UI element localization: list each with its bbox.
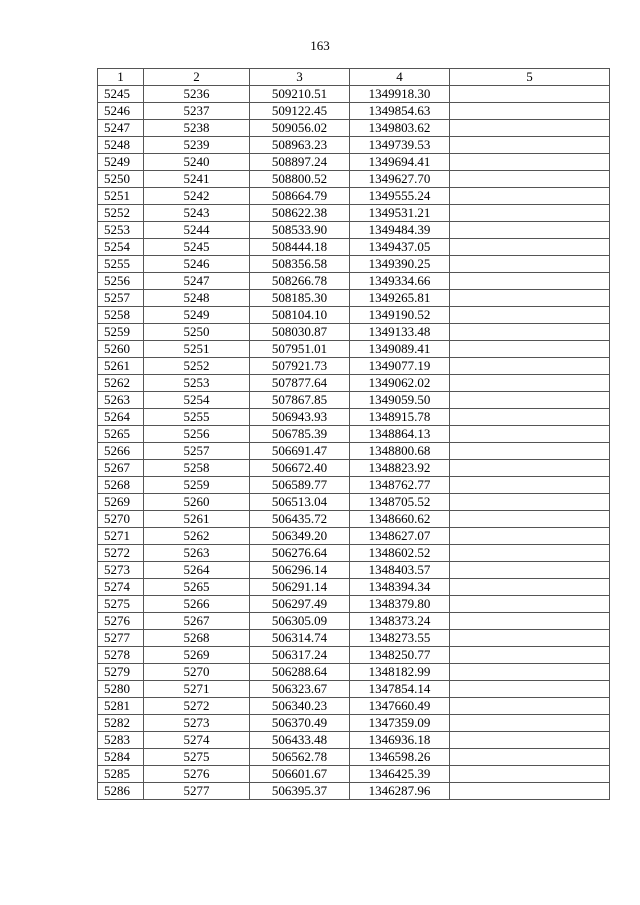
- table-cell-col-5: [450, 732, 610, 749]
- table-cell-col-1: 5259: [98, 324, 144, 341]
- table-cell-col-5: [450, 460, 610, 477]
- table-cell-col-4: 1349190.52: [350, 307, 450, 324]
- table-row: [98, 732, 610, 749]
- table-cell-col-4: 1348762.77: [350, 477, 450, 494]
- table-cell-col-3: 506943.93: [250, 409, 350, 426]
- table-cell-col-4: 1348273.55: [350, 630, 450, 647]
- table-cell-col-3: 508104.10: [250, 307, 350, 324]
- table-cell-col-1: 5260: [98, 341, 144, 358]
- table-cell-col-4: 1349437.05: [350, 239, 450, 256]
- table-row: [98, 749, 610, 766]
- table-cell-col-5: [450, 103, 610, 120]
- table-cell-col-4: 1348182.99: [350, 664, 450, 681]
- table-cell-col-3: 507951.01: [250, 341, 350, 358]
- table-cell-col-3: 506785.39: [250, 426, 350, 443]
- table-row: [98, 358, 610, 375]
- table-cell-col-4: 1349133.48: [350, 324, 450, 341]
- table-cell-col-1: 5258: [98, 307, 144, 324]
- table-cell-col-3: 506433.48: [250, 732, 350, 749]
- table-cell-col-3: 506323.67: [250, 681, 350, 698]
- table-cell-col-5: [450, 341, 610, 358]
- table-cell-col-1: 5265: [98, 426, 144, 443]
- table-cell-col-5: [450, 154, 610, 171]
- table-row: [98, 426, 610, 443]
- table-cell-col-4: 1349390.25: [350, 256, 450, 273]
- table-cell-col-4: 1348800.68: [350, 443, 450, 460]
- table-cell-col-3: 506601.67: [250, 766, 350, 783]
- coordinates-table: [97, 68, 610, 800]
- table-cell-col-4: 1349739.53: [350, 137, 450, 154]
- table-cell-col-4: 1349918.30: [350, 86, 450, 103]
- table-cell-col-1: 5247: [98, 120, 144, 137]
- table-row: [98, 171, 610, 188]
- header-cell-4: 4: [350, 69, 450, 86]
- table-cell-col-3: 506305.09: [250, 613, 350, 630]
- table-cell-col-5: [450, 307, 610, 324]
- table-cell-col-1: 5285: [98, 766, 144, 783]
- table-cell-col-4: 1348915.78: [350, 409, 450, 426]
- table-cell-col-2: 5260: [144, 494, 250, 511]
- table-cell-col-2: 5245: [144, 239, 250, 256]
- table-cell-col-2: 5265: [144, 579, 250, 596]
- table-cell-col-4: 1348864.13: [350, 426, 450, 443]
- table-cell-col-2: 5258: [144, 460, 250, 477]
- table-cell-col-4: 1349077.19: [350, 358, 450, 375]
- table-cell-col-1: 5284: [98, 749, 144, 766]
- table-cell-col-3: 508185.30: [250, 290, 350, 307]
- table-body: [98, 86, 610, 800]
- table-cell-col-3: 506276.64: [250, 545, 350, 562]
- table-cell-col-4: 1349555.24: [350, 188, 450, 205]
- table-cell-col-2: 5273: [144, 715, 250, 732]
- table-cell-col-5: [450, 256, 610, 273]
- table-row: [98, 324, 610, 341]
- table-cell-col-5: [450, 681, 610, 698]
- table-cell-col-4: 1348379.80: [350, 596, 450, 613]
- table-cell-col-3: 508356.58: [250, 256, 350, 273]
- table-cell-col-3: 508622.38: [250, 205, 350, 222]
- table-row: [98, 256, 610, 273]
- table-cell-col-1: 5280: [98, 681, 144, 698]
- table-cell-col-3: 506691.47: [250, 443, 350, 460]
- table-row: [98, 545, 610, 562]
- table-cell-col-4: 1348705.52: [350, 494, 450, 511]
- table-cell-col-5: [450, 375, 610, 392]
- table-row: [98, 307, 610, 324]
- table-cell-col-2: 5270: [144, 664, 250, 681]
- table-cell-col-4: 1348627.07: [350, 528, 450, 545]
- table-cell-col-5: [450, 120, 610, 137]
- table-cell-col-5: [450, 579, 610, 596]
- table-cell-col-4: 1348394.34: [350, 579, 450, 596]
- table-cell-col-5: [450, 749, 610, 766]
- table-cell-col-1: 5279: [98, 664, 144, 681]
- table-row: [98, 154, 610, 171]
- table-cell-col-5: [450, 511, 610, 528]
- table-cell-col-4: 1348403.57: [350, 562, 450, 579]
- table-cell-col-3: 506589.77: [250, 477, 350, 494]
- table-cell-col-2: 5252: [144, 358, 250, 375]
- table-row: [98, 766, 610, 783]
- table-cell-col-1: 5276: [98, 613, 144, 630]
- table-cell-col-1: 5248: [98, 137, 144, 154]
- table-cell-col-3: 506297.49: [250, 596, 350, 613]
- table-cell-col-1: 5253: [98, 222, 144, 239]
- table-cell-col-5: [450, 205, 610, 222]
- table-cell-col-5: [450, 222, 610, 239]
- table-cell-col-3: 508444.18: [250, 239, 350, 256]
- table-cell-col-4: 1346287.96: [350, 783, 450, 800]
- table-cell-col-3: 509056.02: [250, 120, 350, 137]
- table-cell-col-1: 5252: [98, 205, 144, 222]
- table-cell-col-1: 5263: [98, 392, 144, 409]
- table-row: [98, 120, 610, 137]
- table-cell-col-4: 1349531.21: [350, 205, 450, 222]
- table-cell-col-2: 5256: [144, 426, 250, 443]
- table-cell-col-2: 5253: [144, 375, 250, 392]
- table-cell-col-3: 507877.64: [250, 375, 350, 392]
- table-cell-col-1: 5266: [98, 443, 144, 460]
- table-cell-col-1: 5271: [98, 528, 144, 545]
- table-cell-col-3: 506370.49: [250, 715, 350, 732]
- table-cell-col-2: 5239: [144, 137, 250, 154]
- table-cell-col-4: 1347660.49: [350, 698, 450, 715]
- table-cell-col-5: [450, 528, 610, 545]
- table-cell-col-2: 5274: [144, 732, 250, 749]
- table-row: [98, 562, 610, 579]
- table-cell-col-1: 5261: [98, 358, 144, 375]
- table-cell-col-2: 5236: [144, 86, 250, 103]
- table-row: [98, 494, 610, 511]
- header-row: [98, 69, 610, 86]
- table-cell-col-4: 1346425.39: [350, 766, 450, 783]
- table-row: [98, 664, 610, 681]
- table-cell-col-5: [450, 358, 610, 375]
- table-cell-col-5: [450, 596, 610, 613]
- table-cell-col-3: 508533.90: [250, 222, 350, 239]
- table-row: [98, 698, 610, 715]
- table-cell-col-2: 5251: [144, 341, 250, 358]
- table-cell-col-5: [450, 290, 610, 307]
- table-cell-col-2: 5246: [144, 256, 250, 273]
- table-cell-col-4: 1349265.81: [350, 290, 450, 307]
- table-cell-col-2: 5275: [144, 749, 250, 766]
- table-cell-col-4: 1348373.24: [350, 613, 450, 630]
- table-cell-col-2: 5267: [144, 613, 250, 630]
- table-cell-col-5: [450, 715, 610, 732]
- table-cell-col-5: [450, 630, 610, 647]
- table-cell-col-3: 506314.74: [250, 630, 350, 647]
- table-cell-col-3: 508030.87: [250, 324, 350, 341]
- table-cell-col-1: 5257: [98, 290, 144, 307]
- table-cell-col-4: 1349059.50: [350, 392, 450, 409]
- table-cell-col-3: 506291.14: [250, 579, 350, 596]
- table-cell-col-4: 1349062.02: [350, 375, 450, 392]
- table-cell-col-3: 506435.72: [250, 511, 350, 528]
- table-row: [98, 783, 610, 800]
- table-cell-col-1: 5256: [98, 273, 144, 290]
- table-row: [98, 477, 610, 494]
- table-cell-col-4: 1349334.66: [350, 273, 450, 290]
- table-cell-col-1: 5273: [98, 562, 144, 579]
- table-cell-col-5: [450, 86, 610, 103]
- table-cell-col-3: 506513.04: [250, 494, 350, 511]
- table-row: [98, 528, 610, 545]
- table-cell-col-3: 506288.64: [250, 664, 350, 681]
- table-cell-col-5: [450, 494, 610, 511]
- table-cell-col-1: 5250: [98, 171, 144, 188]
- table-cell-col-3: 506562.78: [250, 749, 350, 766]
- table-cell-col-5: [450, 698, 610, 715]
- table-row: [98, 630, 610, 647]
- table-cell-col-2: 5271: [144, 681, 250, 698]
- table-row: [98, 341, 610, 358]
- table-row: [98, 239, 610, 256]
- table-cell-col-2: 5269: [144, 647, 250, 664]
- table-cell-col-1: 5272: [98, 545, 144, 562]
- table-cell-col-1: 5282: [98, 715, 144, 732]
- table-row: [98, 596, 610, 613]
- table-row: [98, 273, 610, 290]
- table-cell-col-5: [450, 171, 610, 188]
- table-row: [98, 103, 610, 120]
- header-cell-5: 5: [450, 69, 610, 86]
- table-cell-col-2: 5240: [144, 154, 250, 171]
- table-cell-col-1: 5254: [98, 239, 144, 256]
- table-cell-col-4: 1349484.39: [350, 222, 450, 239]
- table-row: [98, 511, 610, 528]
- table-cell-col-1: 5267: [98, 460, 144, 477]
- table-cell-col-4: 1347359.09: [350, 715, 450, 732]
- table-cell-col-2: 5268: [144, 630, 250, 647]
- table-cell-col-3: 506317.24: [250, 647, 350, 664]
- table-cell-col-3: 508800.52: [250, 171, 350, 188]
- table-cell-col-2: 5244: [144, 222, 250, 239]
- table-cell-col-2: 5237: [144, 103, 250, 120]
- table-cell-col-1: 5245: [98, 86, 144, 103]
- table-cell-col-4: 1349089.41: [350, 341, 450, 358]
- table-cell-col-1: 5270: [98, 511, 144, 528]
- table-cell-col-3: 508266.78: [250, 273, 350, 290]
- table-cell-col-1: 5281: [98, 698, 144, 715]
- table-cell-col-2: 5276: [144, 766, 250, 783]
- table-cell-col-5: [450, 613, 610, 630]
- table-cell-col-2: 5238: [144, 120, 250, 137]
- table-cell-col-1: 5246: [98, 103, 144, 120]
- table-cell-col-2: 5264: [144, 562, 250, 579]
- table-cell-col-3: 508897.24: [250, 154, 350, 171]
- table-row: [98, 290, 610, 307]
- table-cell-col-3: 506395.37: [250, 783, 350, 800]
- table-cell-col-5: [450, 239, 610, 256]
- header-cell-2: 2: [144, 69, 250, 86]
- table-header: [98, 69, 610, 86]
- table-row: [98, 715, 610, 732]
- table-cell-col-4: 1348250.77: [350, 647, 450, 664]
- table-cell-col-1: 5269: [98, 494, 144, 511]
- table-cell-col-2: 5261: [144, 511, 250, 528]
- table-cell-col-5: [450, 766, 610, 783]
- table-cell-col-1: 5264: [98, 409, 144, 426]
- table-cell-col-4: 1349854.63: [350, 103, 450, 120]
- table-cell-col-2: 5243: [144, 205, 250, 222]
- table-cell-col-5: [450, 783, 610, 800]
- table-cell-col-3: 506296.14: [250, 562, 350, 579]
- table-cell-col-4: 1349803.62: [350, 120, 450, 137]
- table-row: [98, 613, 610, 630]
- table-row: [98, 409, 610, 426]
- table-cell-col-5: [450, 324, 610, 341]
- table-cell-col-3: 508963.23: [250, 137, 350, 154]
- table-cell-col-4: 1349627.70: [350, 171, 450, 188]
- table-cell-col-1: 5249: [98, 154, 144, 171]
- table-cell-col-5: [450, 273, 610, 290]
- table-row: [98, 222, 610, 239]
- table-cell-col-5: [450, 409, 610, 426]
- table-cell-col-2: 5242: [144, 188, 250, 205]
- table-cell-col-2: 5272: [144, 698, 250, 715]
- table-row: [98, 579, 610, 596]
- table-cell-col-1: 5255: [98, 256, 144, 273]
- table-cell-col-2: 5250: [144, 324, 250, 341]
- table-cell-col-2: 5263: [144, 545, 250, 562]
- table-cell-col-5: [450, 443, 610, 460]
- table-cell-col-3: 507921.73: [250, 358, 350, 375]
- table-row: [98, 647, 610, 664]
- table-cell-col-1: 5278: [98, 647, 144, 664]
- table-row: [98, 205, 610, 222]
- table-cell-col-5: [450, 477, 610, 494]
- table-cell-col-1: 5277: [98, 630, 144, 647]
- table-row: [98, 86, 610, 103]
- table-cell-col-5: [450, 137, 610, 154]
- table-cell-col-1: 5283: [98, 732, 144, 749]
- table-cell-col-5: [450, 562, 610, 579]
- table-cell-col-1: 5262: [98, 375, 144, 392]
- table-cell-col-5: [450, 426, 610, 443]
- table-cell-col-3: 509210.51: [250, 86, 350, 103]
- table-cell-col-4: 1348823.92: [350, 460, 450, 477]
- table-cell-col-4: 1346598.26: [350, 749, 450, 766]
- table-row: [98, 443, 610, 460]
- table-cell-col-4: 1349694.41: [350, 154, 450, 171]
- table-cell-col-1: 5275: [98, 596, 144, 613]
- table-cell-col-1: 5251: [98, 188, 144, 205]
- table-cell-col-2: 5248: [144, 290, 250, 307]
- table-cell-col-2: 5262: [144, 528, 250, 545]
- table-row: [98, 188, 610, 205]
- table-cell-col-5: [450, 545, 610, 562]
- table-cell-col-3: 506340.23: [250, 698, 350, 715]
- table-cell-col-3: 507867.85: [250, 392, 350, 409]
- table-row: [98, 681, 610, 698]
- header-cell-3: 3: [250, 69, 350, 86]
- table-cell-col-4: 1348660.62: [350, 511, 450, 528]
- table-cell-col-2: 5254: [144, 392, 250, 409]
- table-cell-col-3: 506349.20: [250, 528, 350, 545]
- table-row: [98, 460, 610, 477]
- table-cell-col-5: [450, 188, 610, 205]
- table-cell-col-5: [450, 392, 610, 409]
- page-number: 163: [310, 38, 330, 53]
- table-cell-col-4: 1347854.14: [350, 681, 450, 698]
- table-cell-col-4: 1348602.52: [350, 545, 450, 562]
- table-cell-col-2: 5277: [144, 783, 250, 800]
- table-row: [98, 375, 610, 392]
- table-row: [98, 392, 610, 409]
- table-cell-col-1: 5274: [98, 579, 144, 596]
- header-cell-1: 1: [98, 69, 144, 86]
- table-cell-col-1: 5286: [98, 783, 144, 800]
- table-cell-col-2: 5259: [144, 477, 250, 494]
- table-cell-col-5: [450, 664, 610, 681]
- table-cell-col-3: 509122.45: [250, 103, 350, 120]
- table-cell-col-1: 5268: [98, 477, 144, 494]
- table-cell-col-3: 506672.40: [250, 460, 350, 477]
- table-cell-col-2: 5255: [144, 409, 250, 426]
- table-cell-col-3: 508664.79: [250, 188, 350, 205]
- table-row: [98, 137, 610, 154]
- table-cell-col-5: [450, 647, 610, 664]
- table-cell-col-2: 5247: [144, 273, 250, 290]
- table-cell-col-2: 5249: [144, 307, 250, 324]
- table-cell-col-4: 1346936.18: [350, 732, 450, 749]
- table-cell-col-2: 5266: [144, 596, 250, 613]
- table-cell-col-2: 5257: [144, 443, 250, 460]
- table-cell-col-2: 5241: [144, 171, 250, 188]
